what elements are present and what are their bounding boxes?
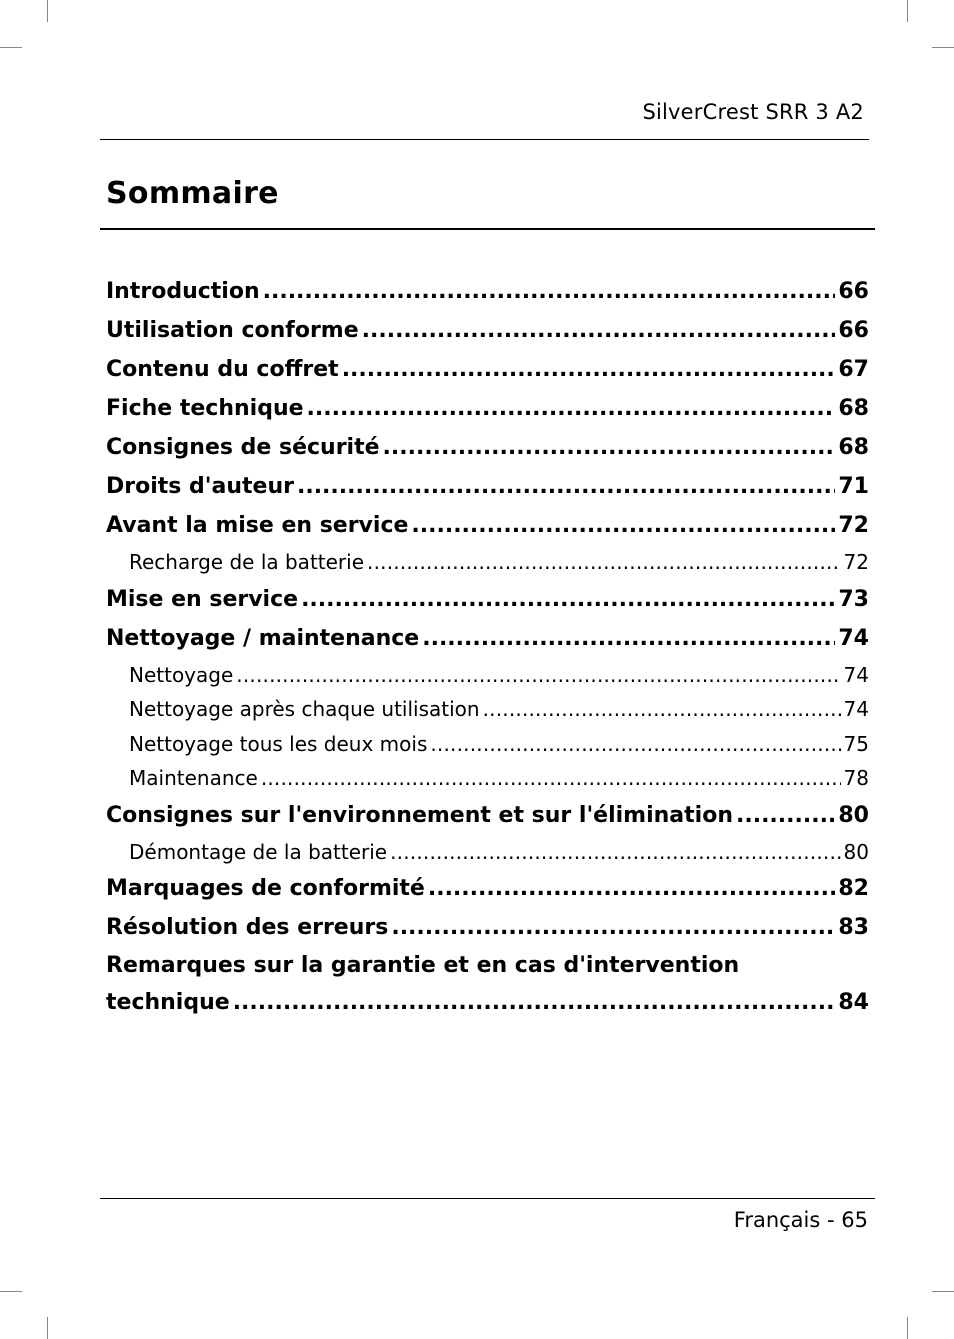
toc-entry-label: Avant la mise en service [106, 513, 409, 538]
toc-entry-label: Résolution des erreurs [106, 915, 389, 940]
crop-mark [932, 1291, 954, 1292]
footer-language: Français - [733, 1208, 835, 1232]
toc-page-number: 74 [843, 697, 869, 721]
toc-entry[interactable] [106, 428, 869, 467]
toc-leader-dots [383, 428, 836, 467]
toc-leader-dots [390, 835, 840, 870]
toc-entry-label: Nettoyage / maintenance [106, 625, 420, 651]
toc-page-number: 73 [838, 586, 869, 612]
running-header: SilverCrest SRR 3 A2 [642, 100, 864, 124]
toc-leader-dots [307, 389, 836, 428]
toc-page-number: 74 [843, 662, 869, 687]
toc-page-number: 71 [838, 474, 869, 499]
toc-page-number: 72 [843, 550, 869, 574]
toc-entry-continued[interactable] [106, 984, 869, 1021]
crop-mark [0, 47, 22, 48]
toc-entry[interactable] [106, 908, 869, 947]
toc-leader-dots [236, 658, 840, 693]
toc-entry-label: Maintenance [129, 766, 258, 790]
toc-entry[interactable] [106, 869, 869, 908]
toc-page-number: 84 [838, 990, 869, 1015]
toc-subentry[interactable] [106, 545, 869, 580]
toc-leader-dots [430, 727, 840, 762]
toc-entry[interactable] [106, 619, 869, 658]
toc-leader-dots [297, 467, 835, 506]
toc-page-number: 66 [838, 279, 869, 304]
toc-leader-dots [428, 869, 836, 908]
toc-entry[interactable] [106, 350, 869, 389]
toc-leader-dots [367, 545, 841, 580]
toc-entry-label: technique [106, 990, 230, 1015]
toc-page-number: 78 [843, 766, 869, 790]
toc-leader-dots [301, 580, 835, 619]
toc-page-number: 80 [838, 802, 869, 828]
toc-page-number: 82 [838, 876, 869, 901]
toc-entry[interactable] [106, 389, 869, 428]
toc-entry[interactable] [106, 506, 869, 545]
toc-entry[interactable] [106, 796, 869, 835]
toc-entry-label: Nettoyage [129, 662, 234, 687]
toc-leader-dots [261, 761, 841, 796]
toc-page-number: 68 [838, 396, 869, 421]
toc-leader-dots [362, 311, 836, 350]
toc-subentry[interactable] [106, 692, 869, 727]
toc-leader-dots [391, 908, 835, 947]
crop-mark [932, 47, 954, 48]
toc-subentry[interactable] [106, 835, 869, 870]
toc-leader-dots [263, 272, 836, 311]
toc-entry-label: Remarques sur la garantie et en cas d'intervention [106, 953, 740, 978]
title-rule [100, 228, 875, 230]
toc-page-number: 66 [838, 318, 869, 343]
toc-entry[interactable] [106, 272, 869, 311]
footer-rule [100, 1198, 875, 1199]
toc-entry-label: Marquages de conformité [106, 876, 425, 901]
footer-page-number: 65 [841, 1208, 868, 1232]
toc-entry-label: Nettoyage tous les deux mois [129, 731, 428, 756]
toc-page-number: 72 [838, 513, 869, 538]
toc-leader-dots [422, 619, 835, 658]
crop-mark [907, 0, 908, 22]
toc-entry-label: Mise en service [106, 586, 299, 612]
toc-page-number: 80 [843, 839, 869, 864]
toc-page-number: 68 [838, 435, 869, 460]
toc-entry[interactable] [106, 311, 869, 350]
crop-mark [0, 1291, 22, 1292]
crop-mark [907, 1317, 908, 1339]
page-footer [734, 1208, 868, 1232]
toc-entry-label: Consignes sur l'environnement et sur l'élimination [106, 802, 733, 828]
toc-entry-label: Introduction [106, 279, 260, 304]
toc-page-number: 67 [838, 357, 869, 382]
crop-mark [47, 0, 48, 22]
crop-mark [47, 1317, 48, 1339]
page-title: Sommaire [106, 176, 279, 211]
toc-entry-label: Contenu du coffret [106, 357, 339, 382]
toc-entry-label: Fiche technique [106, 396, 304, 421]
toc-entry[interactable] [106, 947, 869, 984]
toc-page-number: 75 [843, 731, 869, 756]
toc-entry-label: Consignes de sécurité [106, 435, 380, 460]
toc-entry-label: Démontage de la batterie [129, 839, 388, 864]
toc-leader-dots [736, 796, 835, 835]
toc-entry-label: Utilisation conforme [106, 318, 359, 343]
toc-entry[interactable] [106, 580, 869, 619]
toc-entry-label: Nettoyage après chaque utilisation [129, 697, 480, 721]
toc-page-number: 83 [838, 915, 869, 940]
toc-page-number: 74 [838, 625, 869, 651]
toc-leader-dots [342, 350, 836, 389]
toc-subentry[interactable] [106, 761, 869, 796]
toc-leader-dots [411, 506, 835, 545]
table-of-contents [106, 272, 869, 1021]
header-rule [100, 139, 869, 140]
toc-subentry[interactable] [106, 658, 869, 693]
toc-leader-dots [483, 692, 841, 727]
toc-entry[interactable] [106, 467, 869, 506]
toc-entry-label: Recharge de la batterie [129, 550, 365, 574]
toc-leader-dots [233, 984, 836, 1021]
toc-subentry[interactable] [106, 727, 869, 762]
toc-entry-label: Droits d'auteur [106, 474, 294, 499]
